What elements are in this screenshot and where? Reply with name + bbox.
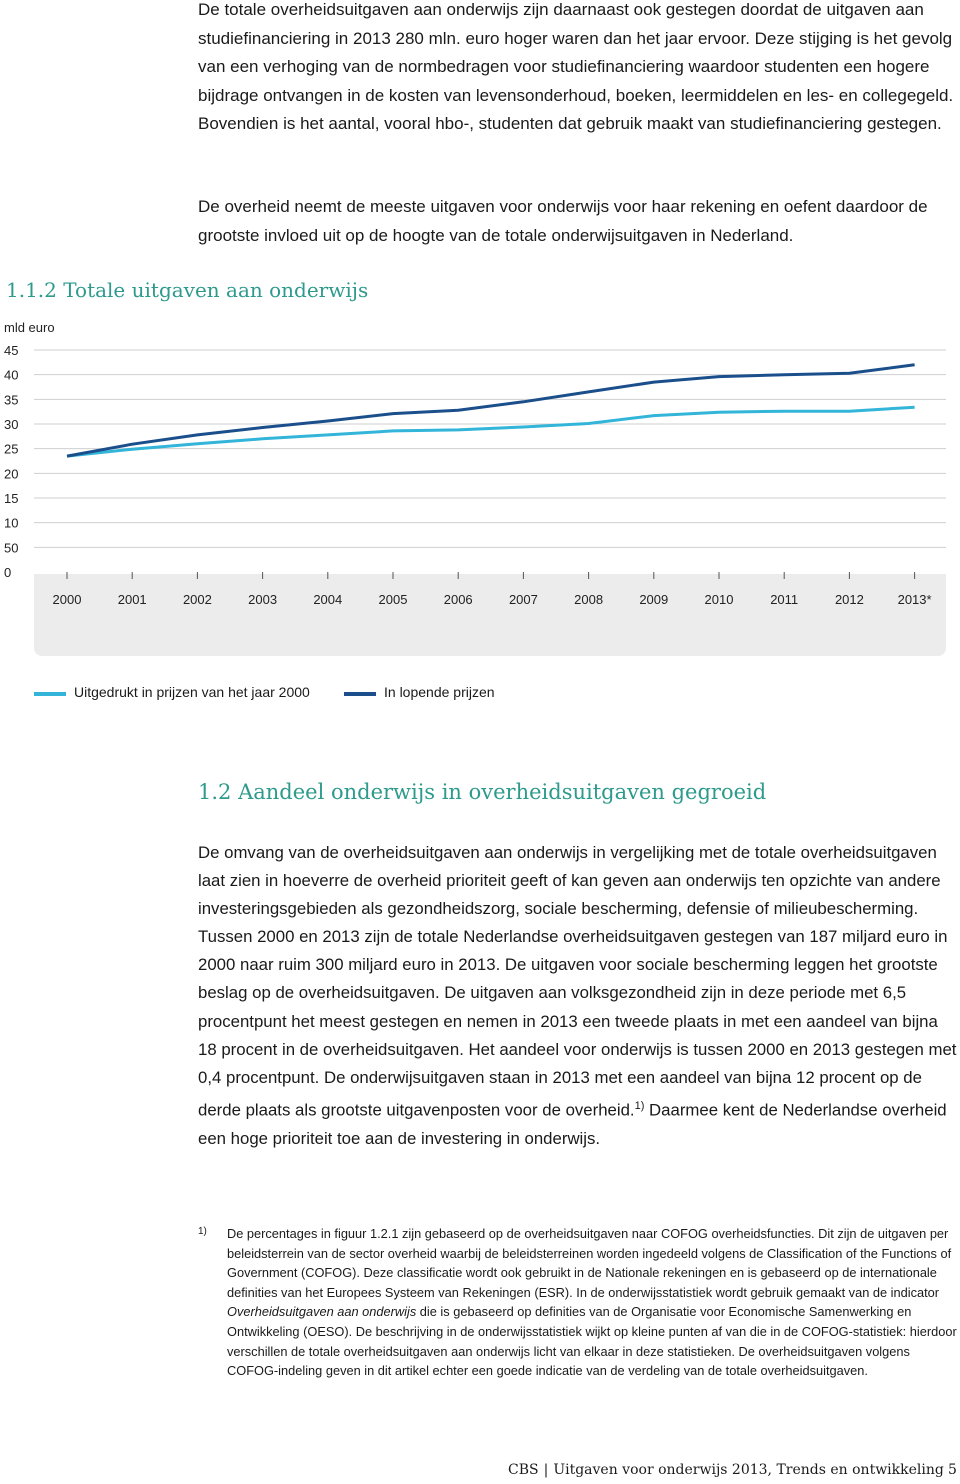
y-tick-label: 25: [4, 441, 19, 457]
page-footer: [508, 1462, 957, 1478]
x-tick-label: 2000: [52, 592, 82, 607]
footnote-reference[interactable]: 1): [634, 1099, 645, 1112]
y-tick-label: 50: [4, 540, 19, 556]
government-paragraph: De overheid neemt de meeste uitgaven voor onderwijs voor haar rekening en oefent daardoor de grootste invloed uit op de hoogte van de totale onderwijsuitgaven in Nederland.: [198, 197, 928, 245]
footer-separator: |: [543, 1462, 549, 1478]
x-tick-label: 2009: [639, 592, 669, 607]
legend-swatch-real: [34, 692, 66, 696]
y-tick-label: 35: [4, 392, 19, 408]
footnote-text: [227, 1224, 957, 1381]
x-tick-label: 2011: [770, 592, 799, 607]
x-tick-label: 2007: [508, 592, 538, 607]
x-tick-label: 2001: [117, 592, 147, 607]
y-tick-label: 30: [4, 417, 19, 432]
footnote-italic-term: Overheidsuitgaven aan onderwijs: [227, 1304, 417, 1320]
share-paragraph-text: De omvang van de overheidsuitgaven aan onderwijs in vergelijking met de totale overheidsuitgaven laat zien in hoeverre de overheid prioriteit geeft of kan geven aan onderwijs ten opzichte van andere investeringsgebieden als gezondheidszorg, sociale bescherming, defensie of milieubescherming. Tussen 2000 en 2013 zijn de totale Nederlandse overheidsuitgaven gestegen van 187 miljard euro in 2000 naar ruim 300 miljard euro in 2013. De uitgaven voor sociale bescherming leggen het grootste beslag op de overheidsuitgaven. De uitgaven aan volksgezondheid zijn in deze periode met 6,5 procentpunt het meest gestegen en nemen in 2013 een tweede plaats in met een aandeel van bijna 18 procent in de overheidsuitgaven. Het aandeel voor onderwijs is tussen 2000 en 2013 gestegen met 0,4 procentpunt. De onderwijsuitgaven staan in 2013 met een aandeel van bijna 12 procent op de derde plaats als grootste uitgavenposten voor de overheid.: [198, 843, 957, 1120]
footnote-part-2: die is gebaseerd op definities van de Organisatie voor Economische Samenwerking en Ontwikkeling (OESO). De beschrijving in de onderwijsstatistiek wijkt op kleine punten af van die in de COFOG-statistiek: hierdoor verschillen de totale overheidsuitgaven aan onderwijs licht van elkaar in deze statistieken. De overheidsuitgaven volgens COFOG-indeling geven in dit artikel echter een goede indicatie van de verdeling van de totale overheidsuitgaven.: [227, 1304, 957, 1379]
page-number: 5: [948, 1462, 957, 1478]
x-tick-label: 2003: [248, 592, 278, 607]
legend-label-current: In lopende prijzen: [384, 684, 495, 700]
section-title: 1.2 Aandeel onderwijs in overheidsuitgaven gegroeid: [198, 780, 767, 804]
footer-title: Uitgaven voor onderwijs 2013, Trends en ontwikkeling: [553, 1462, 944, 1478]
y-tick-label: 15: [4, 491, 19, 506]
x-tick-label: 2010: [704, 592, 734, 607]
legend-label-real: Uitgedrukt in prijzen van het jaar 2000: [74, 684, 310, 700]
y-tick-label: 45: [4, 343, 19, 358]
y-tick-label: 10: [4, 515, 19, 531]
x-tick-label: 2004: [313, 592, 343, 607]
share-paragraph-end: Daarmee kent de Nederlandse overheid een hoge prioriteit toe aan de investering in onderwijs.: [198, 1100, 947, 1148]
x-tick-label: 2012: [834, 592, 864, 607]
y-axis-label: mld euro: [4, 320, 55, 335]
y-tick-label: 0: [4, 565, 12, 580]
x-tick-label: 2006: [443, 592, 473, 607]
y-tick-label: 40: [4, 367, 19, 383]
legend-swatch-current: [344, 692, 376, 696]
chart-title: 1.1.2 Totale uitgaven aan onderwijs: [6, 278, 369, 302]
x-tick-label: 2002: [182, 592, 212, 607]
intro-paragraph: De totale overheidsuitgaven aan onderwijs zijn daarnaast ook gestegen doordat de uitgaven aan studiefinanciering in 2013 280 mln. euro hoger waren dan het jaar ervoor. Deze stijging is het gevolg van een verhoging van de normbedragen voor studiefinanciering waardoor studenten een hogere bijdrage ontvangen in de kosten van levensonderhoud, boeken, leermiddelen en les- en collegegeld. Bovendien is het aantal, vooral hbo-, studenten dat gebruik maakt van studiefinanciering gestegen.: [198, 0, 954, 134]
x-tick-label: 2005: [378, 592, 408, 607]
line-chart: [0, 310, 960, 670]
footer-publisher: CBS: [508, 1462, 539, 1478]
x-tick-label: 2013*: [897, 592, 932, 607]
x-tick-label: 2008: [574, 592, 604, 607]
footnote-marker: 1): [198, 1226, 207, 1237]
y-tick-label: 20: [4, 466, 19, 482]
footnote-part-1: De percentages in figuur 1.2.1 zijn gebaseerd op de overheidsuitgaven naar COFOG overheidsfuncties. Dit zijn de uitgaven per beleidsterrein van de sector overheid waarbij de beleidsterreinen worden ingedeeld volgens de Classification of the Functions of Government (COFOG). Deze classificatie wordt ook gebruikt in de Nationale rekeningen en is gebaseerd op de internationale definities van het Europees Systeem van Rekeningen (ESR). In de onderwijsstatistiek wordt gebruik gemaakt van de indicator: [227, 1226, 952, 1300]
share-paragraph: [198, 839, 960, 1153]
